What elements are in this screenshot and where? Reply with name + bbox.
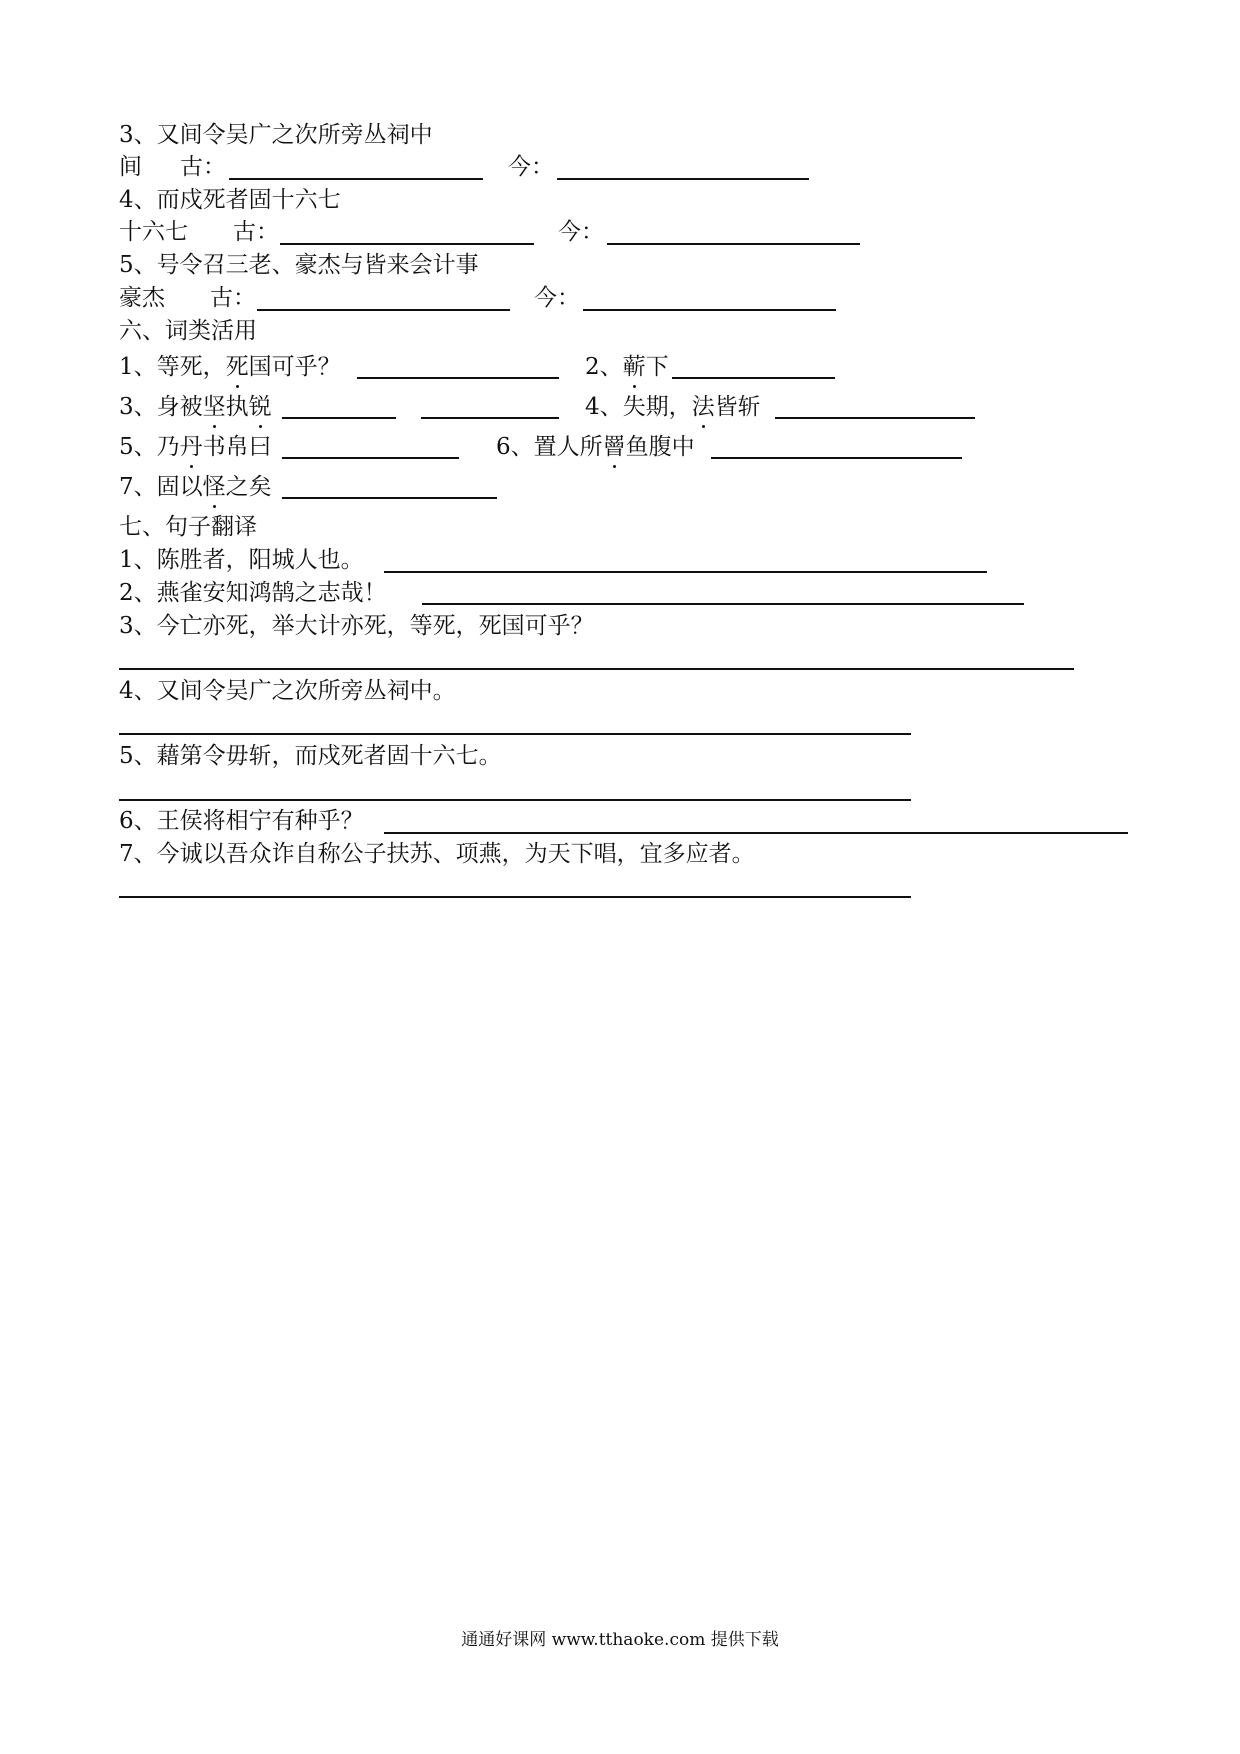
s6-item2-blank[interactable] [672,377,835,379]
s5-item5-sentence: 5、号令召三老、豪杰与皆来会计事 [119,252,479,278]
s5-item3-gu-blank[interactable] [229,178,483,180]
s5-item5-jin-blank[interactable] [583,309,836,311]
s5-item3-jin-blank[interactable] [557,178,809,180]
s6-item3: 3、身被坚执锐 [119,394,272,420]
s6-item5-blank[interactable] [282,457,459,459]
s5-item4-sentence: 4、而戍死者固十六七 [119,187,341,213]
s7-item4-blank[interactable] [119,733,911,735]
s6-item6-dotted-char: 罾 [602,434,626,460]
s6-item7-blank[interactable] [282,497,497,499]
s6-item2: 2、蕲下 [585,354,669,380]
s5-item4-jin-label: 今： [558,219,604,245]
s5-item5-gu-blank[interactable] [257,309,510,311]
s6-item7: 7、固以怪之矣 [119,474,272,500]
section7-heading: 七、句子翻译 [119,514,257,540]
s6-item6-blank[interactable] [711,457,962,459]
s6-item3-dotted-char-2: 锐 [248,394,272,420]
s5-item3-jin-label: 今： [508,154,554,180]
s6-item5: 5、乃丹书帛曰 [119,434,272,460]
s6-item4-dotted-char: 法 [691,394,715,420]
s7-item2-blank[interactable] [422,603,1024,605]
s7-item4: 4、又间令吴广之次所旁丛祠中。 [119,678,456,704]
s5-item5-gu-label: 古： [210,285,256,311]
s7-item5: 5、藉第令毋斩，而戍死者固十六七。 [119,743,502,769]
s7-item3: 3、今亡亦死，举大计亦死，等死，死国可乎？ [119,613,594,639]
s7-item6-blank[interactable] [384,832,1128,834]
s5-item4-gu-label: 古： [233,219,279,245]
s5-item3-sentence: 3、又间令吴广之次所旁丛祠中 [119,122,433,148]
s6-item4-blank[interactable] [775,417,975,419]
s6-item1-dotted-char: 死 [225,354,249,380]
s7-item2: 2、燕雀安知鸿鹄之志哉！ [119,580,387,606]
footer-download-note: 通通好课网 www.tthaoke.com 提供下载 [461,1630,779,1650]
s6-item3-dotted-char-1: 坚 [202,394,226,420]
s5-item4-jin-blank[interactable] [607,243,860,245]
s7-item5-blank[interactable] [119,799,911,801]
s6-item4: 4、失期，法皆斩 [585,394,761,420]
s7-item1-blank[interactable] [384,571,987,573]
s5-item3-word: 间 [119,154,142,180]
s6-item5-dotted-char: 丹 [179,434,203,460]
s5-item5-word: 豪杰 [119,285,165,311]
s5-item4-word: 十六七 [119,219,188,245]
s5-item3-gu-label: 古： [180,154,226,180]
s6-item1: 1、等死，死国可乎？ [119,354,341,380]
s7-item1: 1、陈胜者，阳城人也。 [119,547,364,573]
s6-item2-dotted-char: 蕲 [622,354,646,380]
s7-item3-blank[interactable] [119,668,1074,670]
section6-heading: 六、词类活用 [119,318,257,344]
s7-item6: 6、王侯将相宁有种乎？ [119,808,364,834]
s5-item4-gu-blank[interactable] [280,243,534,245]
s6-item1-blank[interactable] [357,377,559,379]
s6-item6: 6、置人所罾鱼腹中 [496,434,695,460]
s6-item7-dotted-char: 怪 [202,474,226,500]
s5-item5-jin-label: 今： [534,285,580,311]
s6-item3-blank-1[interactable] [282,417,396,419]
s7-item7-blank[interactable] [119,896,911,898]
s6-item3-blank-2[interactable] [421,417,559,419]
s7-item7: 7、今诚以吾众诈自称公子扶苏、项燕，为天下唱，宜多应者。 [119,841,755,867]
